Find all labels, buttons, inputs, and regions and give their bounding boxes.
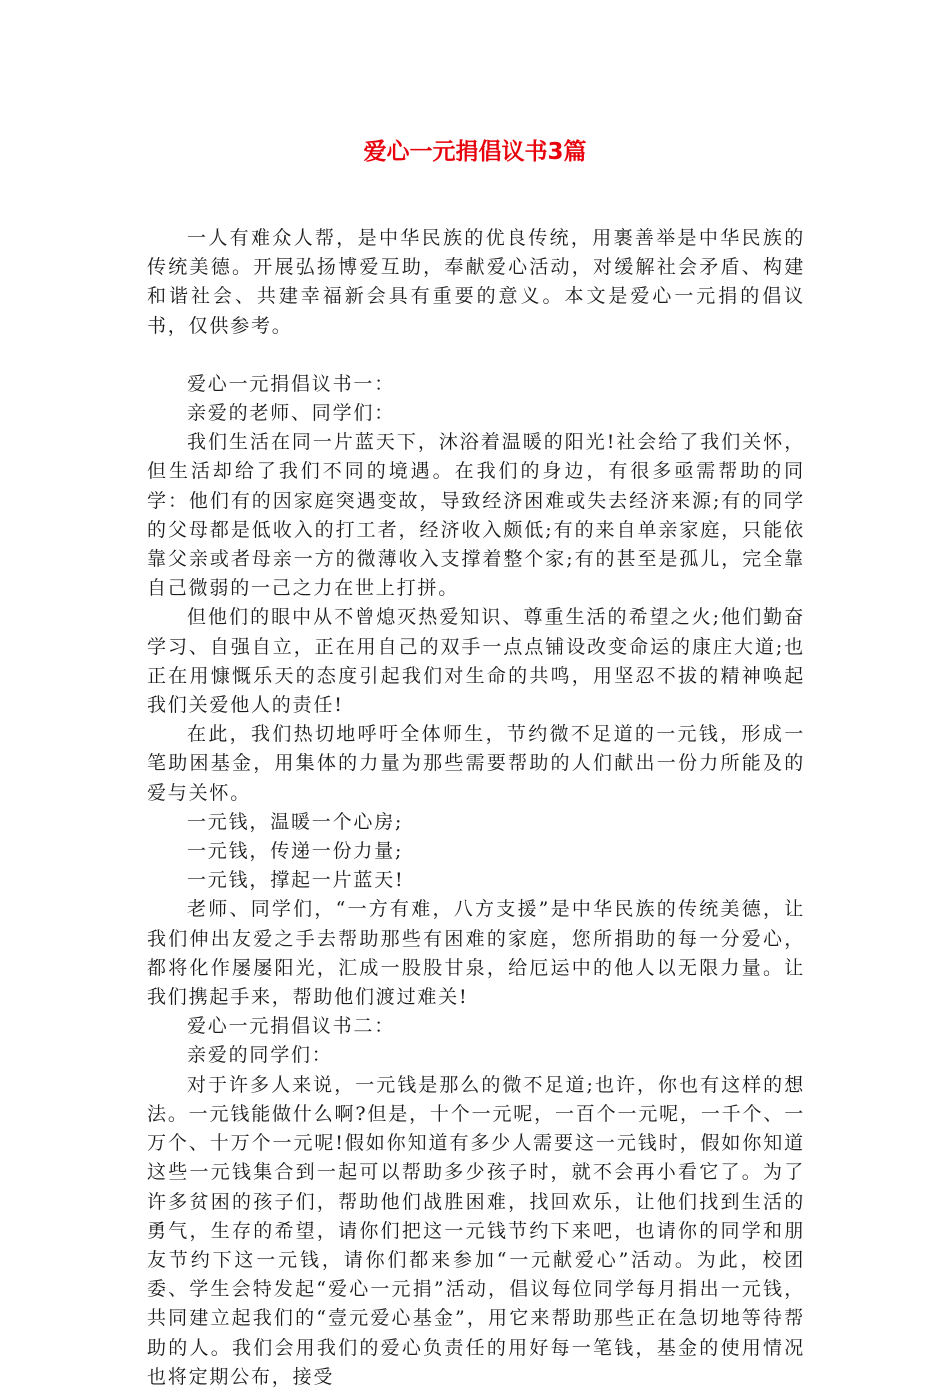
section-heading-two: 爱心一元捐倡议书二： — [187, 1015, 396, 1038]
slogan-line: 一元钱，温暖一个心房; — [187, 810, 404, 833]
slogan-line: 一元钱，传递一份力量; — [187, 840, 404, 863]
section-heading-one: 爱心一元捐倡议书一： — [187, 372, 396, 395]
document-title: 爱心一元捐倡议书3篇 — [363, 139, 587, 165]
salutation-two: 亲爱的同学们： — [187, 1044, 333, 1067]
document-body — [147, 224, 805, 1392]
body-paragraph: 在此，我们热切地呼吁全体师生，节约微不足道的一元钱，形成一笔助困基金，用集体的力量为那些需要帮助的人们献出一份力所能及的爱与关怀。 — [147, 723, 805, 804]
body-paragraph: 老师、同学们，“一方有难，八方支援”是中华民族的传统美德，让我们伸出友爱之手去帮助那些有困难的家庭，您所捐助的每一分爱心，都将化作屡屡阳光，汇成一股股甘泉，给厄运中的他人以无限力量。让我们携起手来，帮助他们渡过难关! — [147, 898, 805, 1009]
intro-paragraph: 一人有难众人帮，是中华民族的优良传统，用裹善举是中华民族的传统美德。开展弘扬博爱互助，奉献爱心活动，对缓解社会矛盾、构建和谐社会、共建幸福新会具有重要的意义。本文是爱心一元捐的倡议书，仅供参考。 — [147, 227, 805, 337]
slogan-line: 一元钱，撑起一片蓝天! — [187, 869, 405, 892]
salutation-one: 亲爱的老师、同学们： — [187, 402, 396, 425]
body-paragraph: 但他们的眼中从不曾熄灭热爱知识、尊重生活的希望之火;他们勤奋学习、自强自立，正在用自己的双手一点点铺设改变命运的康庄大道;也正在用慷慨乐天的态度引起我们对生命的共鸣，用坚忍不拔的精神唤起我们关爱他人的责任! — [147, 606, 805, 717]
body-paragraph: 对于许多人来说，一元钱是那么的微不足道;也许，你也有这样的想法。一元钱能做什么啊?但是，十个一元呢，一百个一元呢，一千个、一万个、十万个一元呢!假如你知道有多少人需要这一元钱时，假如你知道这些一元钱集合到一起可以帮助多少孩子时，就不会再小看它了。为了许多贫困的孩子们，帮助他们战胜困难，找回欢乐，让他们找到生活的勇气，生存的希望，请你们把这一元钱节约下来吧，也请你的同学和朋友节约下这一元钱，请你们都来参加“一元献爱心”活动。为此，校团委、学生会特发起“爱心一元捐”活动，倡议每位同学每月捐出一元钱，共同建立起我们的“壹元爱心基金”，用它来帮助那些正在急切地等待帮助的人。我们会用我们的爱心负责任的用好每一笔钱，基金的使用情况也将定期公布，接受 — [147, 1073, 805, 1388]
body-paragraph: 我们生活在同一片蓝天下，沐浴着温暖的阳光!社会给了我们关怀，但生活却给了我们不同的境遇。在我们的身边，有很多亟需帮助的同学：他们有的因家庭突遇变故，导致经济困难或失去经济来源;有的同学的父母都是低收入的打工者，经济收入颇低;有的来自单亲家庭，只能依靠父亲或者母亲一方的微薄收入支撑着整个家;有的甚至是孤儿，完全靠自己微弱的一己之力在世上打拼。 — [147, 431, 805, 600]
